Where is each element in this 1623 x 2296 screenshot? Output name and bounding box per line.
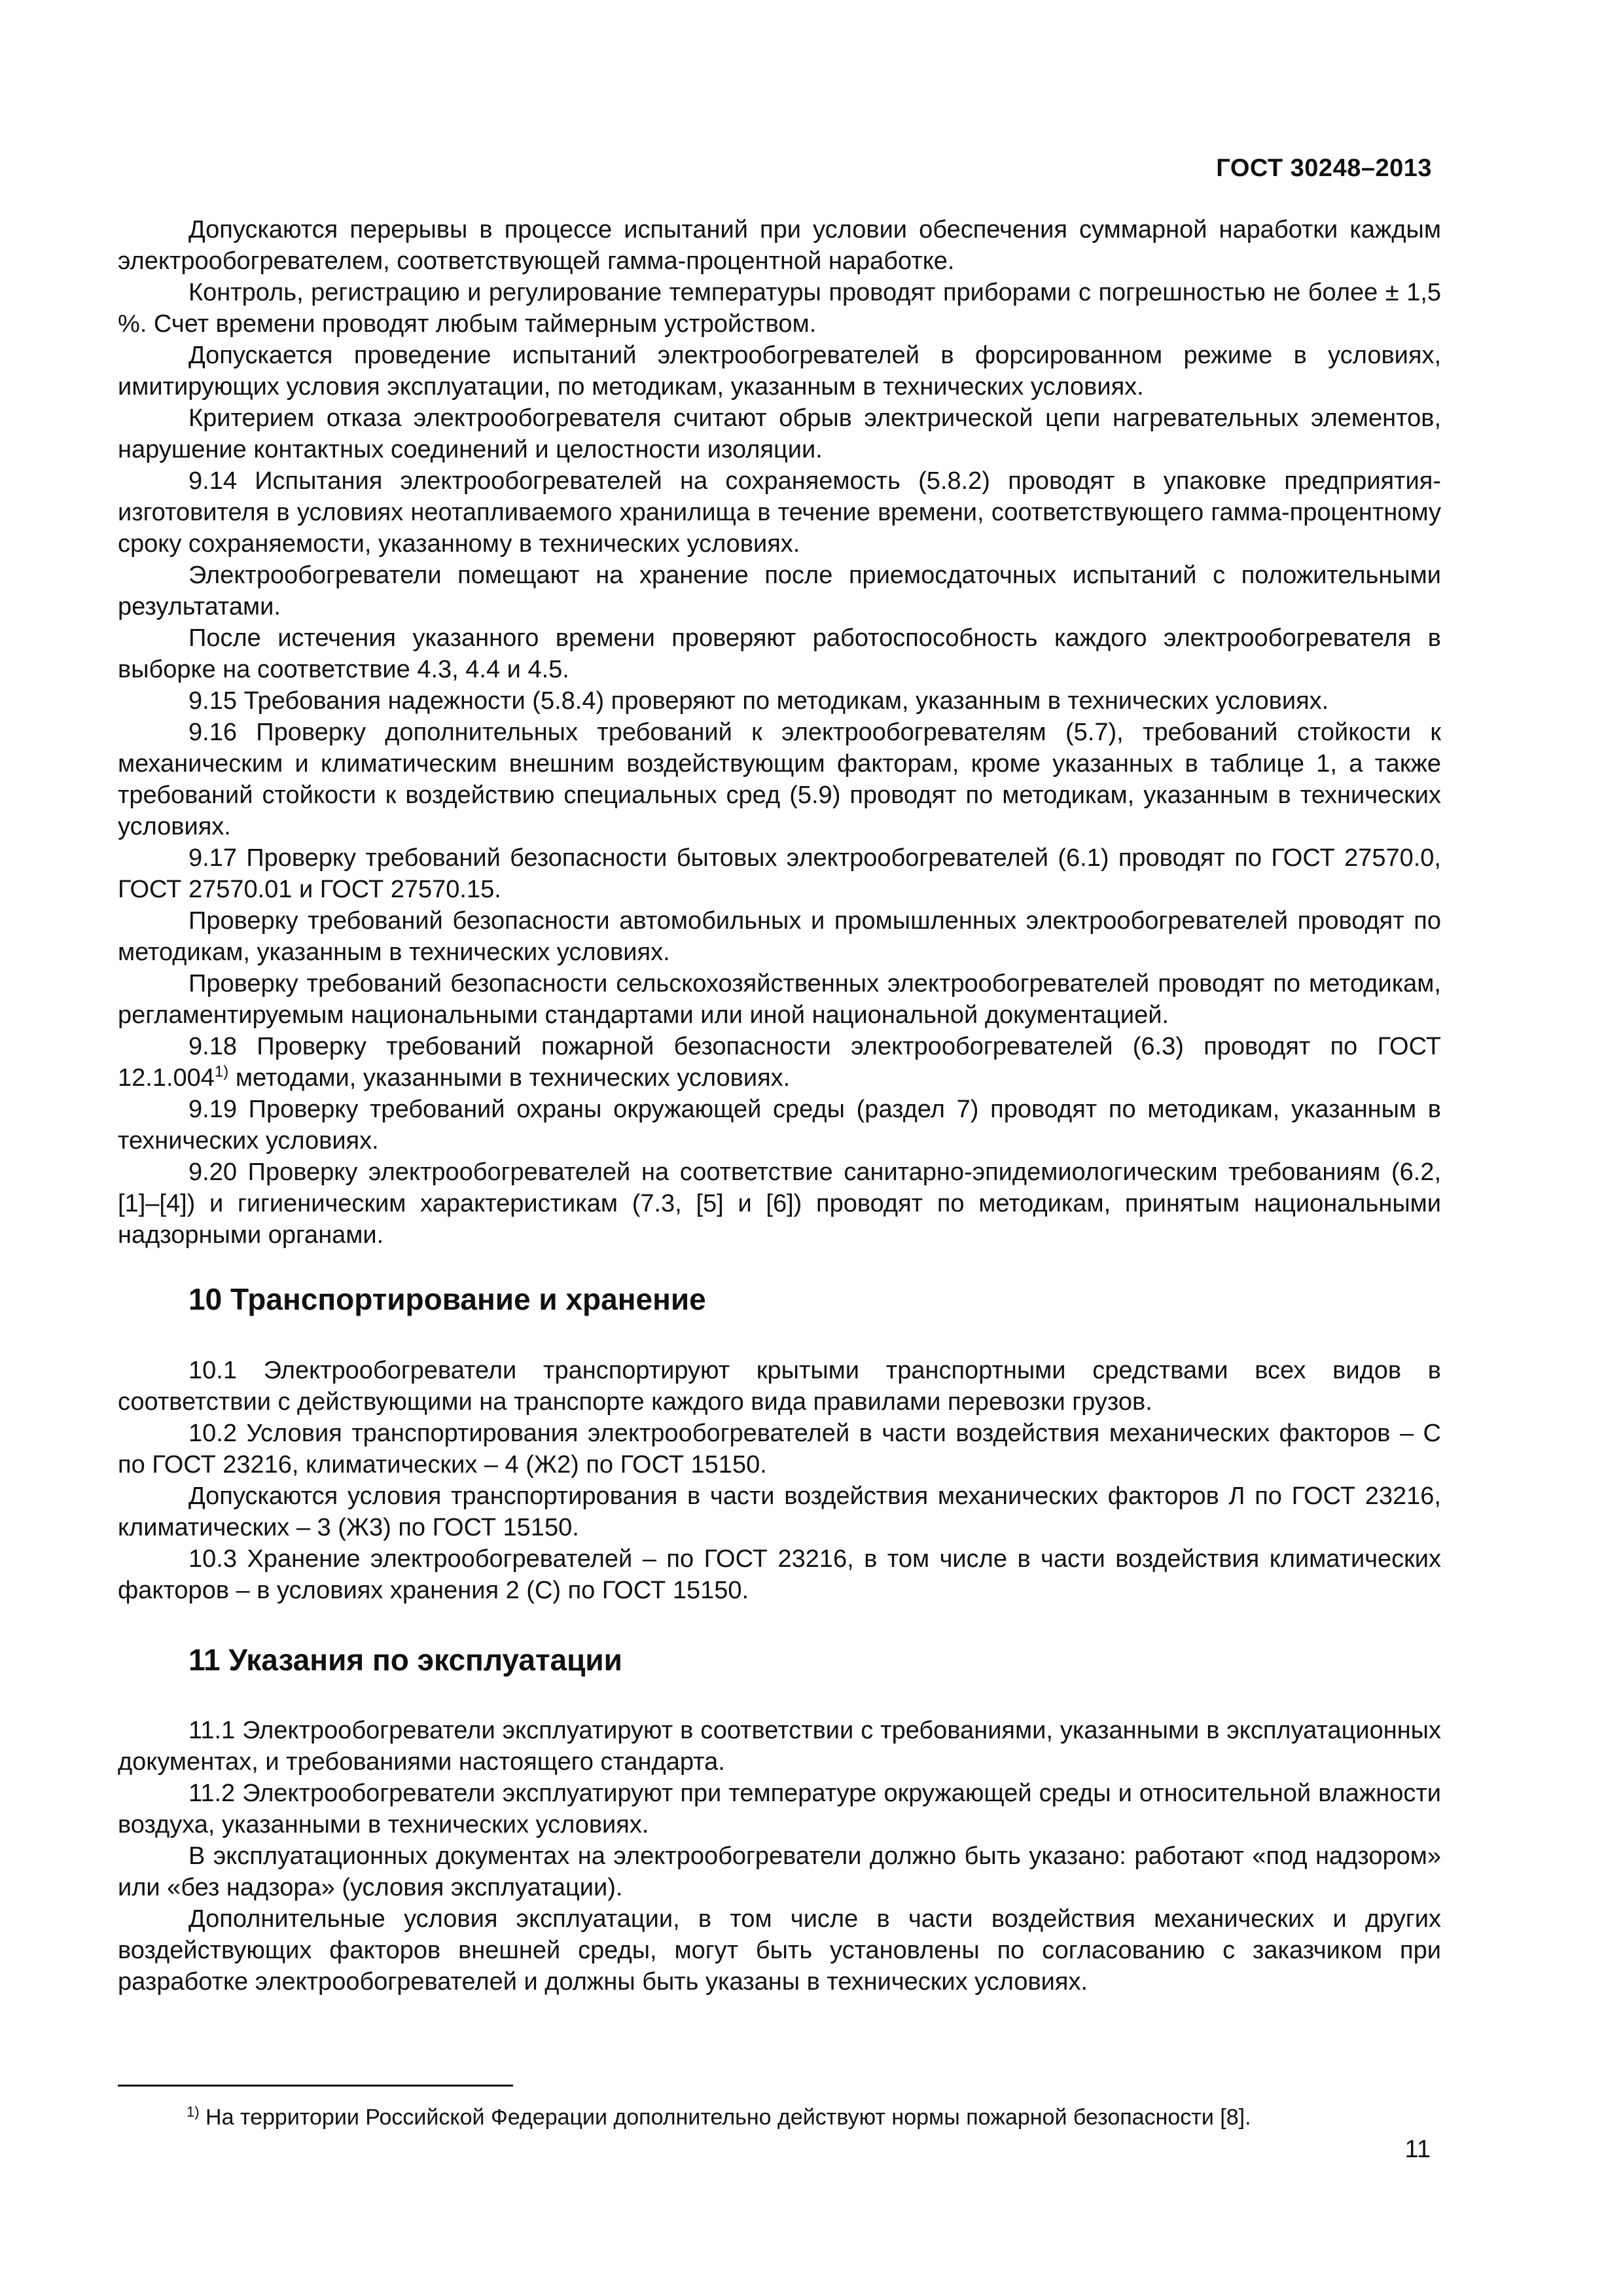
footnote-marker: 1) <box>187 2104 200 2120</box>
section-10-heading: 10 Транспортирование и хранение <box>188 1282 706 1316</box>
paragraph: Контроль, регистрацию и регулирование температуры проводят приборами с погрешностью не более ± 1,5 %. Счет времени проводят любым таймерным устройством. <box>118 279 1441 338</box>
footnote <box>187 2103 1251 2132</box>
paragraph: Дополнительные условия эксплуатации, в том числе в части воздействия механических и других воздействующих факторов внешней среды, могут быть установлены по согласованию с заказчиком при разработке электрообогревателей и должны быть указаны в технических условиях. <box>118 1905 1441 1996</box>
document-header: ГОСТ 30248–2013 <box>1216 154 1432 182</box>
paragraph: Проверку требований безопасности сельскохозяйственных электрообогревателей проводят по методикам, регламентируемым национальными стандартами или иной национальной документацией. <box>118 970 1441 1029</box>
paragraph-9-15: 9.15 Требования надежности (5.8.4) проверяют по методикам, указанным в технических условиях. <box>188 687 1329 715</box>
paragraph-10-3: 10.3 Хранение электрообогревателей – по ГОСТ 23216, в том числе в части воздействия климатических факторов – в условиях хранения 2 (С) по ГОСТ 15150. <box>118 1545 1441 1604</box>
paragraph-10-2: 10.2 Условия транспортирования электрообогревателей в части воздействия механических факторов – С по ГОСТ 23216, климатических – 4 (Ж2) по ГОСТ 15150. <box>118 1420 1441 1479</box>
footnote-text: На территории Российской Федерации дополнительно действуют нормы пожарной безопасности [8]. <box>199 2105 1251 2130</box>
footnote-reference[interactable]: 1) <box>214 1063 229 1081</box>
paragraph: Проверку требований безопасности автомобильных и промышленных электрообогревателей проводят по методикам, указанным в технических условиях. <box>118 907 1441 966</box>
paragraph-9-17: 9.17 Проверку требований безопасности бытовых электрообогревателей (6.1) проводят по ГОСТ 27570.0, ГОСТ 27570.01 и ГОСТ 27570.15. <box>118 844 1441 903</box>
paragraph: Электрообогреватели помещают на хранение после приемосдаточных испытаний с положительными результатами. <box>118 562 1441 620</box>
paragraph-9-18-text-end: методами, указанными в технических условиях. <box>228 1064 791 1092</box>
paragraph: Допускаются условия транспортирования в части воздействия механических факторов Л по ГОСТ 23216, климатических – 3 (Ж3) по ГОСТ 15150. <box>118 1482 1441 1541</box>
paragraph-9-18-text: 9.18 Проверку требований пожарной безопасности электрообогревателей (6.3) проводят по ГОСТ 12.1.004 <box>118 1033 1441 1092</box>
paragraph-11-2: 11.2 Электрообогреватели эксплуатируют при температуре окружающей среды и относительной влажности воздуха, указанными в технических условиях. <box>118 1780 1441 1839</box>
paragraph-11-1: 11.1 Электрообогреватели эксплуатируют в соответствии с требованиями, указанными в эксплуатационных документах, и требованиями настоящего стандарта. <box>118 1717 1441 1776</box>
paragraph-9-16: 9.16 Проверку дополнительных требований к электрообогревателям (5.7), требований стойкости к механическим и климатическим внешним воздействующим факторам, кроме указанных в таблице 1, а также требований стойкости к воздействию специальных сред (5.9) проводят по методикам, указанным в технических условиях. <box>118 719 1441 840</box>
main-content <box>118 214 1441 1998</box>
footnote-divider <box>118 2085 513 2087</box>
paragraph-9-18 <box>118 1031 1441 1094</box>
paragraph-9-14: 9.14 Испытания электрообогревателей на сохраняемость (5.8.2) проводят в упаковке предприятия-изготовителя в условиях неотапливаемого хранилища в течение времени, соответствующего гамма-процентному сроку сохраняемости, указанному в технических условиях. <box>118 467 1441 558</box>
paragraph: Допускается проведение испытаний электрообогревателей в форсированном режиме в условиях, имитирующих условия эксплуатации, по методикам, указанным в технических условиях. <box>118 342 1441 401</box>
section-11-heading: 11 Указания по эксплуатации <box>188 1643 622 1677</box>
paragraph: Допускаются перерывы в процессе испытаний при условии обеспечения суммарной наработки каждым электрообогревателем, соответствующей гамма-процентной наработке. <box>118 216 1441 275</box>
paragraph-10-1: 10.1 Электрообогреватели транспортируют крытыми транспортными средствами всех видов в соответствии с действующими на транспорте каждого вида правилами перевозки грузов. <box>118 1357 1441 1416</box>
paragraph: Критерием отказа электрообогревателя считают обрыв электрической цепи нагревательных элементов, нарушение контактных соединений и целостности изоляции. <box>118 404 1441 463</box>
paragraph-9-19: 9.19 Проверку требований охраны окружающей среды (раздел 7) проводят по методикам, указанным в технических условиях. <box>118 1096 1441 1155</box>
page-number: 11 <box>1404 2136 1431 2163</box>
paragraph: После истечения указанного времени проверяют работоспособность каждого электрообогревателя в выборке на соответствие 4.3, 4.4 и 4.5. <box>118 624 1441 683</box>
paragraph: В эксплуатационных документах на электрообогреватели должно быть указано: работают «под надзором» или «без надзора» (условия эксплуатации). <box>118 1842 1441 1901</box>
paragraph-9-20: 9.20 Проверку электрообогревателей на соответствие санитарно-эпидемиологическим требованиям (6.2, [1]–[4]) и гигиеническим характеристикам (7.3, [5] и [6]) проводят по методикам, принятым национальными надзорными органами. <box>118 1158 1441 1249</box>
